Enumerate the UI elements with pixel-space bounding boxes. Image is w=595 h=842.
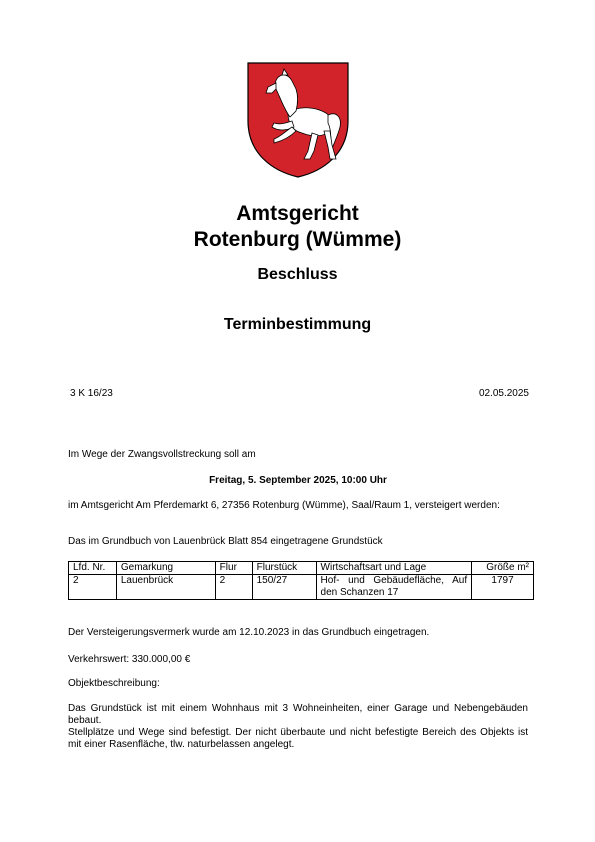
objekt-description [68,703,528,751]
column-header: Flurstück [252,562,316,575]
coat-of-arms-icon [246,61,350,179]
case-number: 3 K 16/23 [70,388,113,399]
table-cell: 2 [69,575,117,600]
objekt-description-line1: Das Grundstück ist mit einem Wohnhaus mit 3 Wohneinheiten, einer Garage und Nebengebäuden bebaut. [68,703,528,726]
column-header: Gemarkung [116,562,215,575]
court-name-line2: Rotenburg (Wümme) [193,228,402,251]
column-header: Wirtschaftsart und Lage [316,562,472,575]
property-table [68,561,534,600]
document-date: 02.05.2025 [478,388,529,399]
document-subheading: Terminbestimmung [223,316,372,333]
column-header: Flur [215,562,252,575]
table-cell: Hof- und Gebäudefläche, Auf den Schanzen 17 [316,575,472,600]
appointment-datetime: Freitag, 5. September 2025, 10:00 Uhr [209,475,387,486]
court-name-line1: Amtsgericht [236,202,359,225]
table-cell: 150/27 [252,575,316,600]
table-row [69,575,534,600]
vermerk-text: Der Versteigerungsvermerk wurde am 12.10.2023 in das Grundbuch eingetragen. [68,627,430,638]
column-header: Größe m² [472,562,534,575]
objekt-label: Objektbeschreibung: [68,678,160,689]
table-cell: 2 [215,575,252,600]
table-cell: Lauenbrück [116,575,215,600]
table-header-row [69,562,534,575]
table-cell: 1797 [472,575,534,600]
column-header: Lfd. Nr. [69,562,117,575]
verkehrswert-text: Verkehrswert: 330.000,00 € [68,654,191,665]
location-text: im Amtsgericht Am Pferdemarkt 6, 27356 Rotenburg (Wümme), Saal/Raum 1, versteigert werden: [68,500,500,511]
document-type-heading: Beschluss [257,266,338,283]
intro-text: Im Wege der Zwangsvollstreckung soll am [68,449,256,460]
objekt-description-line2: Stellplätze und Wege sind befestigt. Der nicht überbaute und nicht befestigte Bereich des Objekts ist mit einer Rasenfläche, tlw. naturbelassen angelegt. [68,727,528,750]
grundbuch-intro: Das im Grundbuch von Lauenbrück Blatt 854 eingetragene Grundstück [68,536,383,547]
